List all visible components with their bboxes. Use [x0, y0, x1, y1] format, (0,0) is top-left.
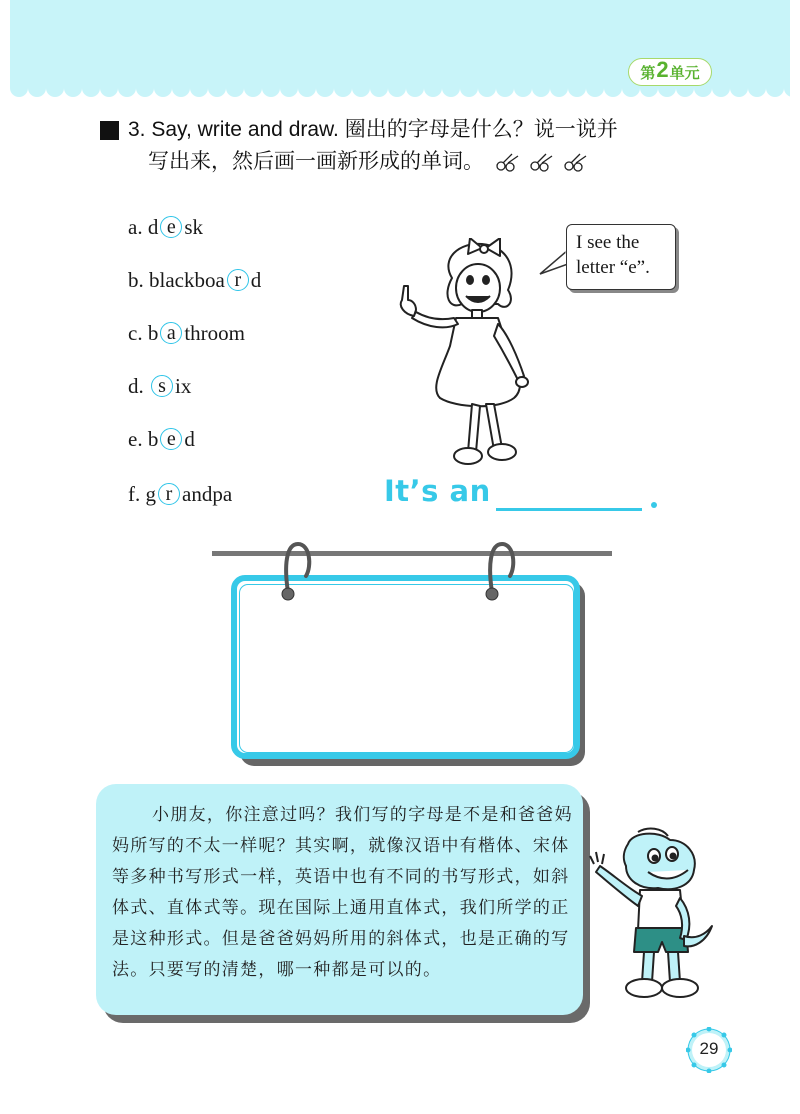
word-item — [128, 212, 203, 242]
scissors-icon — [496, 152, 522, 172]
circled-letter: e — [160, 428, 182, 450]
word-suffix: throom — [184, 320, 245, 345]
word-prefix: e. b — [128, 426, 159, 451]
word-suffix: d — [184, 426, 195, 451]
word-item — [128, 371, 191, 401]
word-prefix: b. blackboa — [128, 267, 225, 292]
circled-letter: a — [160, 322, 182, 344]
title-bullet — [100, 121, 119, 140]
word-suffix: ix — [175, 373, 192, 398]
word-suffix: andpa — [182, 481, 233, 506]
word-prefix: f. g — [128, 481, 156, 506]
answer-blank[interactable] — [496, 508, 642, 511]
word-prefix: d. — [128, 373, 149, 398]
unit-number: 2 — [656, 57, 669, 82]
unit-suffix: 单元 — [669, 63, 700, 82]
word-item — [128, 424, 195, 454]
ornament-row — [496, 152, 590, 172]
scissors-icon — [564, 152, 590, 172]
circled-letter: r — [158, 483, 180, 505]
circled-letter: e — [160, 216, 182, 238]
exercise-title-line2 — [148, 146, 590, 178]
exercise-title: 3. Say, write and draw. 圈出的字母是什么？说一说并 — [128, 118, 618, 141]
sentence-prompt: It’s an — [384, 474, 491, 508]
word-suffix: d — [250, 267, 262, 292]
speech-bubble — [566, 224, 676, 290]
word-prefix: a. d — [128, 214, 159, 239]
word-item — [128, 479, 232, 509]
word-item — [128, 318, 245, 348]
girl-illustration — [390, 238, 550, 470]
sentence-period — [651, 502, 657, 508]
board-hooks — [270, 536, 530, 606]
circled-letter: r — [227, 269, 249, 291]
unit-tag — [628, 58, 712, 86]
unit-prefix: 第 — [640, 63, 656, 82]
exercise-title-continued: 写出来，然后画一画新形成的单词。 — [148, 150, 484, 173]
drawing-board-inner-border — [239, 584, 574, 753]
page-number: 29 — [699, 1039, 719, 1058]
dinosaur-mascot — [588, 826, 714, 1008]
word-suffix: sk — [184, 214, 204, 239]
circled-letter: s — [151, 375, 173, 397]
bubble-line2: letter “e”. — [576, 257, 650, 278]
word-item — [128, 265, 261, 295]
note-text: 小朋友，你注意过吗？我们写的字母是不是和爸爸妈妈所写的不太一样呢？其实啊，就像汉语中有楷体、宋体等多种书写形式一样，英语中也有不同的书写形式，如斜体式、直体式等。现在国际上通用直体式，我们所学的正是这种形式。但是爸爸妈妈所用的斜体式，也是正确的写法。只要写的清楚，哪一种都是可以的。 — [112, 805, 573, 980]
bubble-line1: I see the — [576, 232, 640, 253]
word-prefix: c. b — [128, 320, 159, 345]
scissors-icon — [530, 152, 556, 172]
